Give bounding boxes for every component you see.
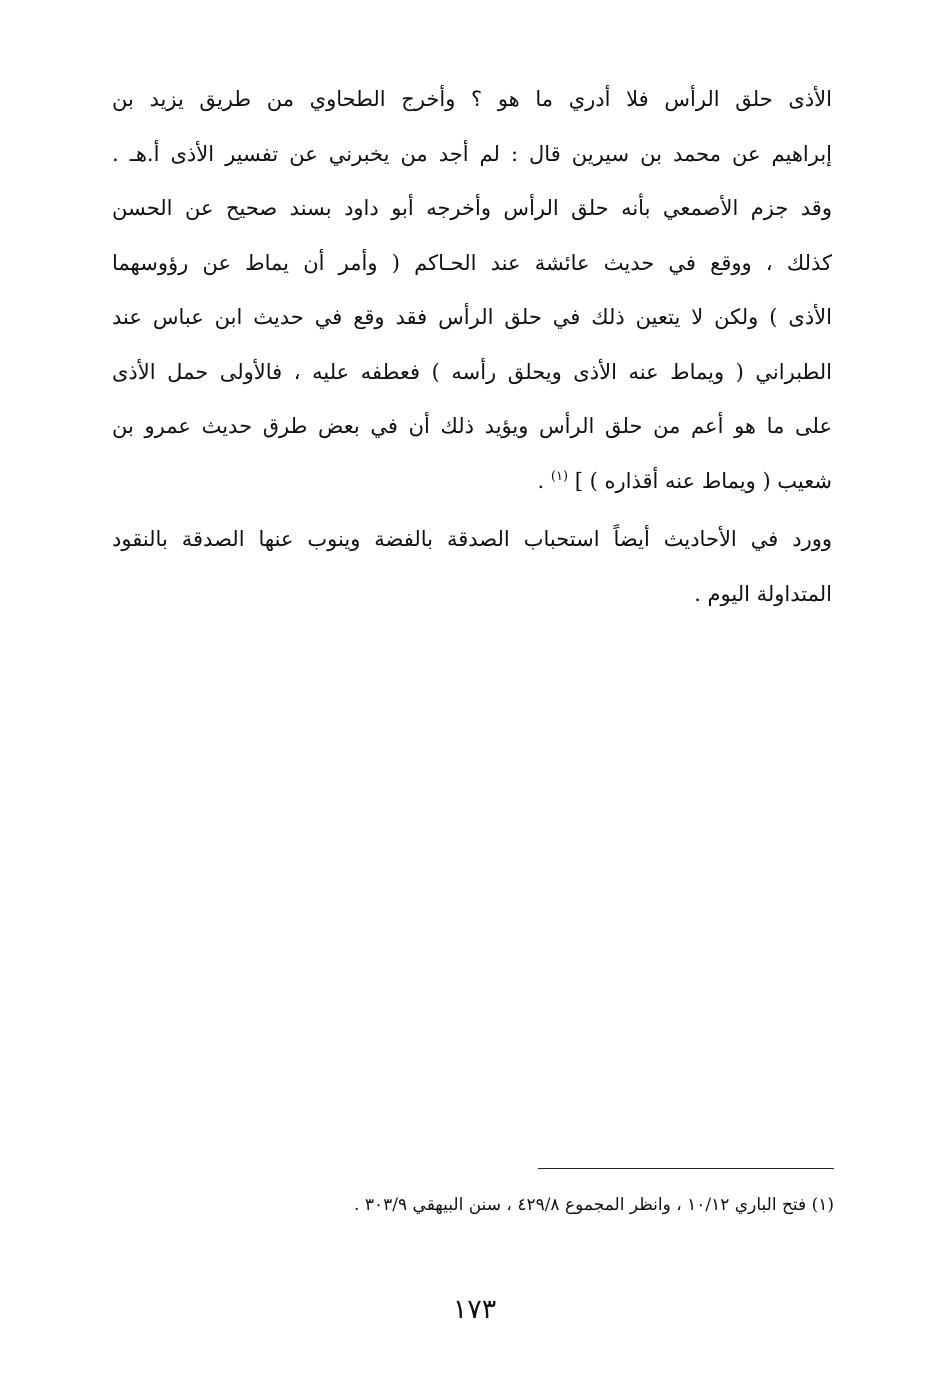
text-line: الأذى ) ولكن لا يتعين ذلك في حلق الرأس فقد وقع في حديث ابن عباس عند (112, 305, 832, 329)
text-line: إبراهيم عن محمد بن سيرين قال : لم أجد من يخبرني عن تفسير الأذى أ.هـ . (112, 141, 832, 166)
page-number: ١٧٣ (452, 1294, 497, 1325)
text-line: وورد في الأحاديث أيضاً استحباب الصدقة بالفضة وينوب عنها الصدقة بالنقود (112, 527, 832, 551)
main-text (112, 72, 832, 621)
text-line-last (112, 454, 832, 509)
text-line: على ما هو أعم من حلق الرأس ويؤيد ذلك أن في بعض طرق حديث عمرو بن (112, 414, 832, 438)
text-line: وقد جزم الأصمعي بأنه حلق الرأس وأخرجه أبو داود بسند صحيح عن الحسن (112, 196, 832, 220)
text-line: الأذى حلق الرأس فلا أدري ما هو ؟ وأخرج الطحاوي من طريق يزيد بن (112, 87, 832, 111)
paragraph-2 (112, 512, 832, 621)
footnote-separator (538, 1168, 834, 1169)
text-line: كذلك ، ووقع في حديث عائشة عند الحـاكم ( وأمر أن يماط عن رؤوسهما (112, 250, 832, 275)
last-line-end: . (537, 468, 545, 493)
footnote-reference[interactable]: (١) (550, 468, 569, 484)
text-line: الطبراني ( ويماط عنه الأذى ويحلق رأسه ) فعطفه عليه ، فالأولى حمل الأذى (112, 359, 832, 384)
last-line-text: شعيب ( ويماط عنه أقذاره ) ] (574, 468, 832, 493)
text-line-last: المتداولة اليوم . (694, 581, 832, 606)
footnote-1: (١) فتح الباري ١٠/١٢ ، وانظر المجموع ٤٢٩/٨ ، سنن البيهقي ٣٠٣/٩ . (354, 1195, 834, 1215)
paragraph-1 (112, 72, 832, 508)
